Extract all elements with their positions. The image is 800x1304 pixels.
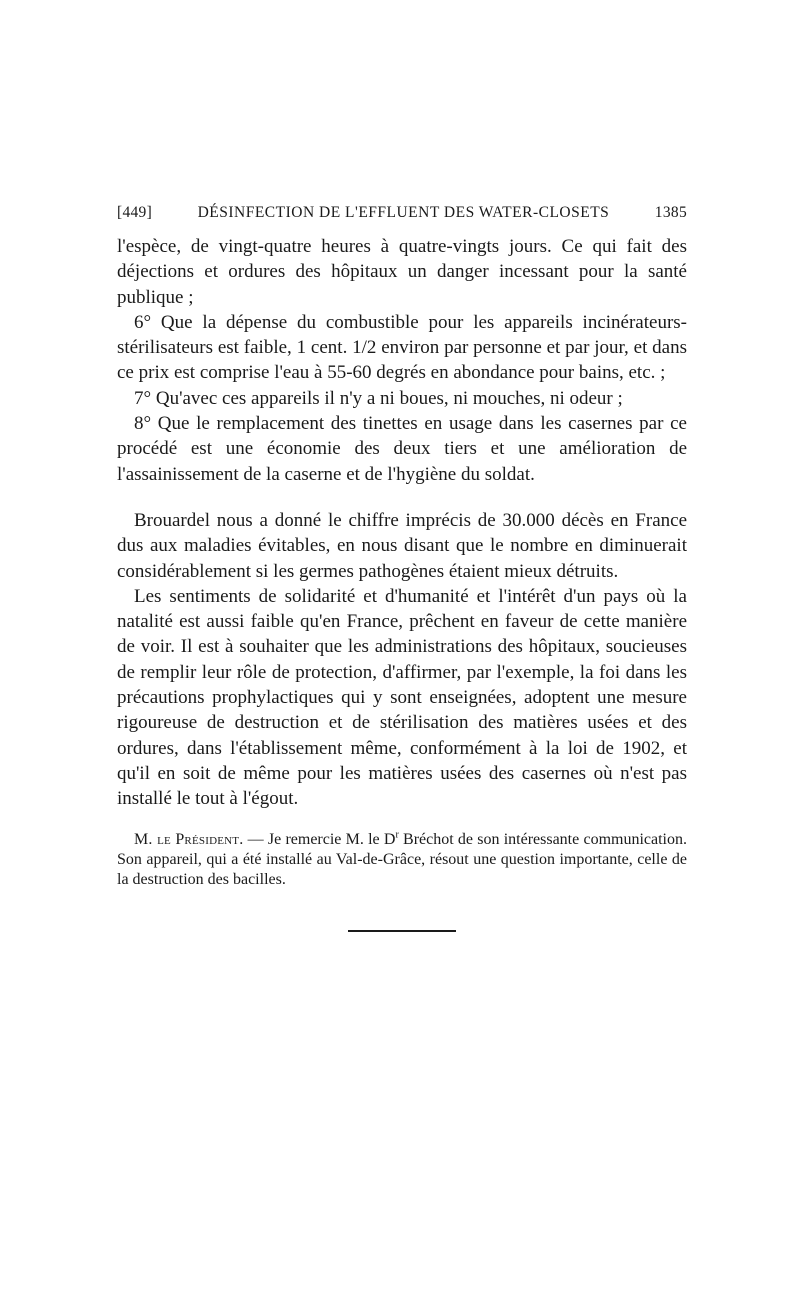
section-divider — [348, 930, 456, 932]
president-remark — [117, 830, 687, 890]
paragraph-point-7: 7° Qu'avec ces appareils il n'y a ni boues, ni mouches, ni odeur ; — [134, 387, 623, 409]
document-page — [117, 204, 687, 932]
doctor-superscript: r — [395, 829, 399, 841]
page-number: 1385 — [654, 204, 687, 221]
section-number: [449] — [117, 204, 153, 221]
speaker-name: M. le Président. — [134, 830, 244, 848]
running-head — [117, 204, 687, 222]
running-title: DÉSINFECTION DE L'EFFLUENT DES WATER-CLOSETS — [197, 204, 610, 221]
remark-text-before: — Je remercie M. le D — [243, 830, 396, 848]
remark-text-after: Bréchot de son intéressante communication. Son appareil, qui a été installé au Val-de-Grâce, résout une question importante, celle de la destruction des bacilles. — [117, 830, 687, 888]
paragraph-sentiments: Les sentiments de solidarité et d'humanité et l'intérêt d'un pays où la natalité est aussi faible qu'en France, prêchent en faveur de cette manière de voir. Il est à souhaiter que les administrations des hôpitaux, soucieuses de remplir leur rôle de protection, d'affirmer, par l'exemple, la foi dans les précautions prophylactiques qui y sont enseignées, adoptent une mesure rigoureuse de destruction et de stérilisation des matières usées et des ordures, dans l'établissement même, conformément à la loi de 1902, et qu'il en soit de même pour les matières usées des casernes où n'est pas installé le tout à l'égout. — [117, 585, 687, 810]
paragraph-continuation: l'espèce, de vingt-quatre heures à quatre-vingts jours. Ce qui fait des déjections et ordures des hôpitaux un danger incessant pour la santé publique ; — [117, 236, 687, 308]
paragraph-point-6: 6° Que la dépense du combustible pour les appareils incinérateurs-stérilisateurs est faible, 1 cent. 1/2 environ par personne et par jour, et dans ce prix est comprise l'eau à 55-60 degrés en abondance pour bains, etc. ; — [117, 311, 687, 384]
paragraph-point-8: 8° Que le remplacement des tinettes en usage dans les casernes par ce procédé est une économie des deux tiers et une amélioration de l'assainissement de la caserne et de l'hygiène du soldat. — [117, 413, 687, 485]
paragraph-brouardel: Brouardel nous a donné le chiffre imprécis de 30.000 décès en France dus aux maladies évitables, en nous disant que le nombre en diminuerait considérablement si les germes pathogènes étaient mieux détruits. — [117, 509, 687, 582]
